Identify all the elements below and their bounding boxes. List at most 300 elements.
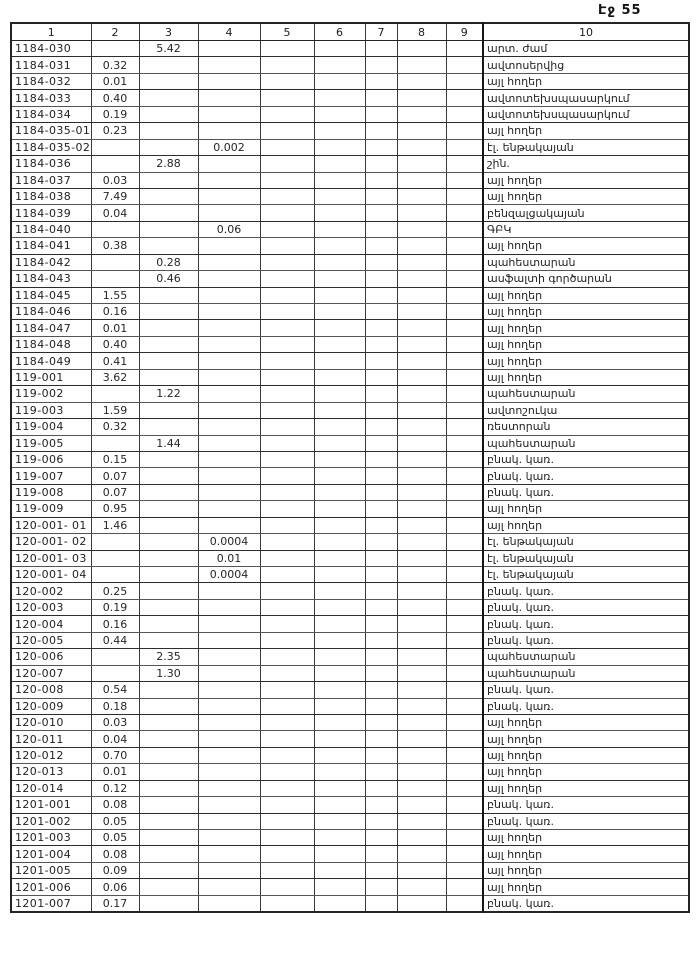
col9-empty-cell bbox=[446, 320, 483, 336]
col6-empty-cell bbox=[314, 353, 365, 369]
land-use-cell: շին. bbox=[483, 156, 689, 172]
col5-empty-cell bbox=[260, 57, 314, 73]
col7-empty-cell bbox=[365, 682, 397, 698]
col5-empty-cell bbox=[260, 221, 314, 237]
col2-value-cell: 1.46 bbox=[91, 517, 139, 533]
col5-empty-cell bbox=[260, 616, 314, 632]
parcel-code-cell: 1184-035-02 bbox=[11, 139, 91, 155]
col4-value-cell bbox=[198, 780, 260, 796]
col2-value-cell: 0.15 bbox=[91, 451, 139, 467]
col5-empty-cell bbox=[260, 879, 314, 895]
col9-empty-cell bbox=[446, 846, 483, 862]
col3-value-cell bbox=[139, 320, 198, 336]
parcel-code-cell: 1184-046 bbox=[11, 304, 91, 320]
col3-value-cell bbox=[139, 451, 198, 467]
parcel-code-cell: 120-001- 04 bbox=[11, 567, 91, 583]
land-use-cell: բնակ. կառ. bbox=[483, 583, 689, 599]
land-use-cell: այլ հողեր bbox=[483, 172, 689, 188]
col9-empty-cell bbox=[446, 386, 483, 402]
col8-empty-cell bbox=[397, 41, 446, 57]
table-row bbox=[11, 287, 689, 303]
col9-empty-cell bbox=[446, 106, 483, 122]
col8-empty-cell bbox=[397, 402, 446, 418]
parcel-code-cell: 120-009 bbox=[11, 698, 91, 714]
col3-value-cell bbox=[139, 73, 198, 89]
col6-empty-cell bbox=[314, 649, 365, 665]
col6-empty-cell bbox=[314, 336, 365, 352]
parcel-code-cell: 1201-001 bbox=[11, 797, 91, 813]
parcel-code-cell: 119-006 bbox=[11, 451, 91, 467]
col8-empty-cell bbox=[397, 879, 446, 895]
col3-value-cell bbox=[139, 813, 198, 829]
table-row bbox=[11, 41, 689, 57]
col3-value-cell bbox=[139, 698, 198, 714]
land-use-cell: բնակ. կառ. bbox=[483, 682, 689, 698]
land-use-cell: այլ հողեր bbox=[483, 862, 689, 878]
parcel-code-cell: 1201-003 bbox=[11, 830, 91, 846]
col4-value-cell bbox=[198, 90, 260, 106]
col4-value-cell bbox=[198, 353, 260, 369]
col2-value-cell: 0.03 bbox=[91, 172, 139, 188]
col6-empty-cell bbox=[314, 862, 365, 878]
column-header-1: 1 bbox=[11, 23, 91, 41]
land-use-cell: այլ հողեր bbox=[483, 501, 689, 517]
col2-value-cell bbox=[91, 139, 139, 155]
col4-value-cell bbox=[198, 599, 260, 615]
col6-empty-cell bbox=[314, 369, 365, 385]
col9-empty-cell bbox=[446, 271, 483, 287]
table-row bbox=[11, 616, 689, 632]
col6-empty-cell bbox=[314, 747, 365, 763]
land-use-cell: ավտոսերվից bbox=[483, 57, 689, 73]
table-row bbox=[11, 813, 689, 829]
col4-value-cell bbox=[198, 41, 260, 57]
parcel-code-cell: 119-004 bbox=[11, 419, 91, 435]
col7-empty-cell bbox=[365, 632, 397, 648]
col9-empty-cell bbox=[446, 468, 483, 484]
land-use-cell: էլ. ենթակայան bbox=[483, 550, 689, 566]
col7-empty-cell bbox=[365, 386, 397, 402]
col3-value-cell: 0.46 bbox=[139, 271, 198, 287]
parcel-code-cell: 120-002 bbox=[11, 583, 91, 599]
col4-value-cell bbox=[198, 484, 260, 500]
col5-empty-cell bbox=[260, 435, 314, 451]
col4-value-cell bbox=[198, 271, 260, 287]
col5-empty-cell bbox=[260, 665, 314, 681]
table-row bbox=[11, 846, 689, 862]
col7-empty-cell bbox=[365, 862, 397, 878]
land-use-cell: այլ հողեր bbox=[483, 353, 689, 369]
col2-value-cell: 0.38 bbox=[91, 238, 139, 254]
col8-empty-cell bbox=[397, 419, 446, 435]
col3-value-cell bbox=[139, 682, 198, 698]
col3-value-cell bbox=[139, 879, 198, 895]
land-use-cell: բնակ. կառ. bbox=[483, 616, 689, 632]
col5-empty-cell bbox=[260, 599, 314, 615]
col2-value-cell: 3.62 bbox=[91, 369, 139, 385]
col7-empty-cell bbox=[365, 73, 397, 89]
col3-value-cell bbox=[139, 550, 198, 566]
col4-value-cell bbox=[198, 57, 260, 73]
col5-empty-cell bbox=[260, 747, 314, 763]
col2-value-cell: 0.25 bbox=[91, 583, 139, 599]
col2-value-cell bbox=[91, 550, 139, 566]
col9-empty-cell bbox=[446, 764, 483, 780]
table-row bbox=[11, 830, 689, 846]
col7-empty-cell bbox=[365, 369, 397, 385]
col5-empty-cell bbox=[260, 320, 314, 336]
col8-empty-cell bbox=[397, 238, 446, 254]
col2-value-cell bbox=[91, 665, 139, 681]
land-use-cell: այլ հողեր bbox=[483, 369, 689, 385]
col6-empty-cell bbox=[314, 846, 365, 862]
col8-empty-cell bbox=[397, 780, 446, 796]
col5-empty-cell bbox=[260, 484, 314, 500]
table-row bbox=[11, 517, 689, 533]
col5-empty-cell bbox=[260, 731, 314, 747]
col3-value-cell bbox=[139, 304, 198, 320]
col6-empty-cell bbox=[314, 435, 365, 451]
col6-empty-cell bbox=[314, 271, 365, 287]
land-use-cell: էլ. ենթակայան bbox=[483, 534, 689, 550]
table-row bbox=[11, 304, 689, 320]
col3-value-cell bbox=[139, 862, 198, 878]
col5-empty-cell bbox=[260, 156, 314, 172]
col8-empty-cell bbox=[397, 172, 446, 188]
col2-value-cell: 0.32 bbox=[91, 419, 139, 435]
col9-empty-cell bbox=[446, 583, 483, 599]
col9-empty-cell bbox=[446, 73, 483, 89]
col5-empty-cell bbox=[260, 287, 314, 303]
col3-value-cell bbox=[139, 517, 198, 533]
col8-empty-cell bbox=[397, 534, 446, 550]
col7-empty-cell bbox=[365, 895, 397, 912]
col5-empty-cell bbox=[260, 714, 314, 730]
col6-empty-cell bbox=[314, 632, 365, 648]
land-use-cell: այլ հողեր bbox=[483, 517, 689, 533]
col2-value-cell bbox=[91, 567, 139, 583]
land-use-cell: ավտոտեխսպասարկում bbox=[483, 90, 689, 106]
col4-value-cell bbox=[198, 73, 260, 89]
parcel-code-cell: 1184-035-01 bbox=[11, 123, 91, 139]
land-use-cell: ասֆալտի գործարան bbox=[483, 271, 689, 287]
parcel-code-cell: 120-011 bbox=[11, 731, 91, 747]
col7-empty-cell bbox=[365, 501, 397, 517]
col6-empty-cell bbox=[314, 156, 365, 172]
col4-value-cell bbox=[198, 846, 260, 862]
parcel-code-cell: 1184-047 bbox=[11, 320, 91, 336]
col9-empty-cell bbox=[446, 780, 483, 796]
col8-empty-cell bbox=[397, 567, 446, 583]
parcel-code-cell: 1201-002 bbox=[11, 813, 91, 829]
col9-empty-cell bbox=[446, 41, 483, 57]
col3-value-cell bbox=[139, 468, 198, 484]
table-row bbox=[11, 484, 689, 500]
col7-empty-cell bbox=[365, 780, 397, 796]
table-row bbox=[11, 188, 689, 204]
col8-empty-cell bbox=[397, 698, 446, 714]
col2-value-cell: 0.03 bbox=[91, 714, 139, 730]
col8-empty-cell bbox=[397, 517, 446, 533]
col7-empty-cell bbox=[365, 271, 397, 287]
col9-empty-cell bbox=[446, 567, 483, 583]
col8-empty-cell bbox=[397, 764, 446, 780]
col3-value-cell bbox=[139, 714, 198, 730]
col5-empty-cell bbox=[260, 271, 314, 287]
col9-empty-cell bbox=[446, 254, 483, 270]
col7-empty-cell bbox=[365, 336, 397, 352]
col6-empty-cell bbox=[314, 254, 365, 270]
col3-value-cell bbox=[139, 583, 198, 599]
parcel-code-cell: 120-001- 02 bbox=[11, 534, 91, 550]
col6-empty-cell bbox=[314, 780, 365, 796]
table-row bbox=[11, 468, 689, 484]
col9-empty-cell bbox=[446, 287, 483, 303]
column-header-2: 2 bbox=[91, 23, 139, 41]
col5-empty-cell bbox=[260, 517, 314, 533]
land-use-cell: բնակ. կառ. bbox=[483, 451, 689, 467]
table-row bbox=[11, 106, 689, 122]
land-parcel-table bbox=[10, 22, 690, 913]
parcel-code-cell: 119-008 bbox=[11, 484, 91, 500]
col3-value-cell bbox=[139, 172, 198, 188]
table-row bbox=[11, 221, 689, 237]
col8-empty-cell bbox=[397, 665, 446, 681]
land-use-cell: այլ հողեր bbox=[483, 238, 689, 254]
col8-empty-cell bbox=[397, 616, 446, 632]
col9-empty-cell bbox=[446, 797, 483, 813]
col7-empty-cell bbox=[365, 221, 397, 237]
col2-value-cell: 0.12 bbox=[91, 780, 139, 796]
col9-empty-cell bbox=[446, 517, 483, 533]
col9-empty-cell bbox=[446, 698, 483, 714]
col6-empty-cell bbox=[314, 139, 365, 155]
col7-empty-cell bbox=[365, 205, 397, 221]
col4-value-cell bbox=[198, 320, 260, 336]
column-header-3: 3 bbox=[139, 23, 198, 41]
col8-empty-cell bbox=[397, 271, 446, 287]
parcel-code-cell: 1184-043 bbox=[11, 271, 91, 287]
col4-value-cell bbox=[198, 287, 260, 303]
col8-empty-cell bbox=[397, 369, 446, 385]
land-use-cell: այլ հողեր bbox=[483, 731, 689, 747]
col9-empty-cell bbox=[446, 731, 483, 747]
col7-empty-cell bbox=[365, 649, 397, 665]
table-row bbox=[11, 139, 689, 155]
col2-value-cell bbox=[91, 435, 139, 451]
col3-value-cell bbox=[139, 402, 198, 418]
col6-empty-cell bbox=[314, 517, 365, 533]
col8-empty-cell bbox=[397, 451, 446, 467]
land-use-cell: պահեստարան bbox=[483, 649, 689, 665]
col2-value-cell bbox=[91, 254, 139, 270]
table-row bbox=[11, 747, 689, 763]
land-use-cell: պահեստարան bbox=[483, 665, 689, 681]
col7-empty-cell bbox=[365, 188, 397, 204]
table-row bbox=[11, 238, 689, 254]
col5-empty-cell bbox=[260, 698, 314, 714]
col4-value-cell bbox=[198, 895, 260, 912]
col3-value-cell: 2.88 bbox=[139, 156, 198, 172]
col7-empty-cell bbox=[365, 764, 397, 780]
col4-value-cell bbox=[198, 830, 260, 846]
parcel-code-cell: 120-008 bbox=[11, 682, 91, 698]
col8-empty-cell bbox=[397, 846, 446, 862]
col2-value-cell: 0.40 bbox=[91, 90, 139, 106]
col2-value-cell: 0.07 bbox=[91, 468, 139, 484]
parcel-code-cell: 1184-048 bbox=[11, 336, 91, 352]
col4-value-cell bbox=[198, 665, 260, 681]
land-use-cell: բնակ. կառ. bbox=[483, 797, 689, 813]
col7-empty-cell bbox=[365, 254, 397, 270]
col8-empty-cell bbox=[397, 320, 446, 336]
col7-empty-cell bbox=[365, 402, 397, 418]
table-row bbox=[11, 862, 689, 878]
col6-empty-cell bbox=[314, 320, 365, 336]
land-use-cell: բնակ. կառ. bbox=[483, 484, 689, 500]
col3-value-cell: 1.22 bbox=[139, 386, 198, 402]
col8-empty-cell bbox=[397, 632, 446, 648]
col4-value-cell bbox=[198, 698, 260, 714]
table-row bbox=[11, 402, 689, 418]
land-use-cell: բնակ. կառ. bbox=[483, 599, 689, 615]
col8-empty-cell bbox=[397, 336, 446, 352]
land-use-cell: բնակ. կառ. bbox=[483, 468, 689, 484]
col7-empty-cell bbox=[365, 156, 397, 172]
col5-empty-cell bbox=[260, 304, 314, 320]
land-use-cell: բնակ. կառ. bbox=[483, 632, 689, 648]
col9-empty-cell bbox=[446, 419, 483, 435]
col3-value-cell bbox=[139, 106, 198, 122]
col6-empty-cell bbox=[314, 172, 365, 188]
col5-empty-cell bbox=[260, 205, 314, 221]
col6-empty-cell bbox=[314, 188, 365, 204]
col9-empty-cell bbox=[446, 813, 483, 829]
parcel-code-cell: 1184-038 bbox=[11, 188, 91, 204]
col3-value-cell bbox=[139, 501, 198, 517]
col5-empty-cell bbox=[260, 402, 314, 418]
col2-value-cell bbox=[91, 156, 139, 172]
col6-empty-cell bbox=[314, 221, 365, 237]
col5-empty-cell bbox=[260, 188, 314, 204]
col2-value-cell: 0.17 bbox=[91, 895, 139, 912]
col5-empty-cell bbox=[260, 468, 314, 484]
col3-value-cell bbox=[139, 57, 198, 73]
col3-value-cell bbox=[139, 780, 198, 796]
table-row bbox=[11, 353, 689, 369]
col7-empty-cell bbox=[365, 830, 397, 846]
table-row bbox=[11, 451, 689, 467]
land-use-cell: պահեստարան bbox=[483, 435, 689, 451]
col2-value-cell: 0.08 bbox=[91, 846, 139, 862]
parcel-code-cell: 120-003 bbox=[11, 599, 91, 615]
table-row bbox=[11, 386, 689, 402]
col4-value-cell: 0.0004 bbox=[198, 534, 260, 550]
col8-empty-cell bbox=[397, 797, 446, 813]
column-header-7: 7 bbox=[365, 23, 397, 41]
col6-empty-cell bbox=[314, 484, 365, 500]
col6-empty-cell bbox=[314, 813, 365, 829]
col2-value-cell: 0.95 bbox=[91, 501, 139, 517]
col2-value-cell bbox=[91, 386, 139, 402]
col2-value-cell: 0.19 bbox=[91, 106, 139, 122]
col2-value-cell: 7.49 bbox=[91, 188, 139, 204]
col6-empty-cell bbox=[314, 550, 365, 566]
col4-value-cell bbox=[198, 435, 260, 451]
col9-empty-cell bbox=[446, 139, 483, 155]
col5-empty-cell bbox=[260, 583, 314, 599]
table-row bbox=[11, 419, 689, 435]
land-use-cell: այլ հողեր bbox=[483, 764, 689, 780]
land-use-cell: այլ հողեր bbox=[483, 830, 689, 846]
col3-value-cell bbox=[139, 287, 198, 303]
col7-empty-cell bbox=[365, 304, 397, 320]
col2-value-cell: 0.04 bbox=[91, 731, 139, 747]
col2-value-cell: 0.54 bbox=[91, 682, 139, 698]
col8-empty-cell bbox=[397, 123, 446, 139]
land-use-cell: բնակ. կառ. bbox=[483, 813, 689, 829]
col5-empty-cell bbox=[260, 172, 314, 188]
col5-empty-cell bbox=[260, 830, 314, 846]
column-header-5: 5 bbox=[260, 23, 314, 41]
col3-value-cell bbox=[139, 139, 198, 155]
col6-empty-cell bbox=[314, 583, 365, 599]
col3-value-cell bbox=[139, 369, 198, 385]
table-row bbox=[11, 550, 689, 566]
col3-value-cell bbox=[139, 90, 198, 106]
col9-empty-cell bbox=[446, 632, 483, 648]
col7-empty-cell bbox=[365, 320, 397, 336]
land-use-cell: ռեստորան bbox=[483, 419, 689, 435]
col7-empty-cell bbox=[365, 238, 397, 254]
col6-empty-cell bbox=[314, 534, 365, 550]
col6-empty-cell bbox=[314, 287, 365, 303]
land-use-cell: այլ հողեր bbox=[483, 846, 689, 862]
col4-value-cell bbox=[198, 386, 260, 402]
col3-value-cell bbox=[139, 534, 198, 550]
table-row bbox=[11, 205, 689, 221]
col4-value-cell bbox=[198, 764, 260, 780]
col4-value-cell bbox=[198, 731, 260, 747]
land-use-cell: այլ հողեր bbox=[483, 73, 689, 89]
parcel-code-cell: 1184-033 bbox=[11, 90, 91, 106]
col5-empty-cell bbox=[260, 813, 314, 829]
land-use-cell: այլ հողեր bbox=[483, 188, 689, 204]
col9-empty-cell bbox=[446, 304, 483, 320]
col8-empty-cell bbox=[397, 221, 446, 237]
column-header-4: 4 bbox=[198, 23, 260, 41]
col2-value-cell: 0.09 bbox=[91, 862, 139, 878]
table-row bbox=[11, 271, 689, 287]
col6-empty-cell bbox=[314, 238, 365, 254]
col5-empty-cell bbox=[260, 369, 314, 385]
col7-empty-cell bbox=[365, 879, 397, 895]
col9-empty-cell bbox=[446, 402, 483, 418]
col4-value-cell bbox=[198, 649, 260, 665]
col6-empty-cell bbox=[314, 830, 365, 846]
col9-empty-cell bbox=[446, 336, 483, 352]
col3-value-cell bbox=[139, 599, 198, 615]
col6-empty-cell bbox=[314, 731, 365, 747]
col8-empty-cell bbox=[397, 714, 446, 730]
col3-value-cell bbox=[139, 123, 198, 139]
col9-empty-cell bbox=[446, 649, 483, 665]
col3-value-cell bbox=[139, 731, 198, 747]
col9-empty-cell bbox=[446, 599, 483, 615]
parcel-code-cell: 1201-006 bbox=[11, 879, 91, 895]
col5-empty-cell bbox=[260, 139, 314, 155]
land-use-cell: բնակ. կառ. bbox=[483, 698, 689, 714]
